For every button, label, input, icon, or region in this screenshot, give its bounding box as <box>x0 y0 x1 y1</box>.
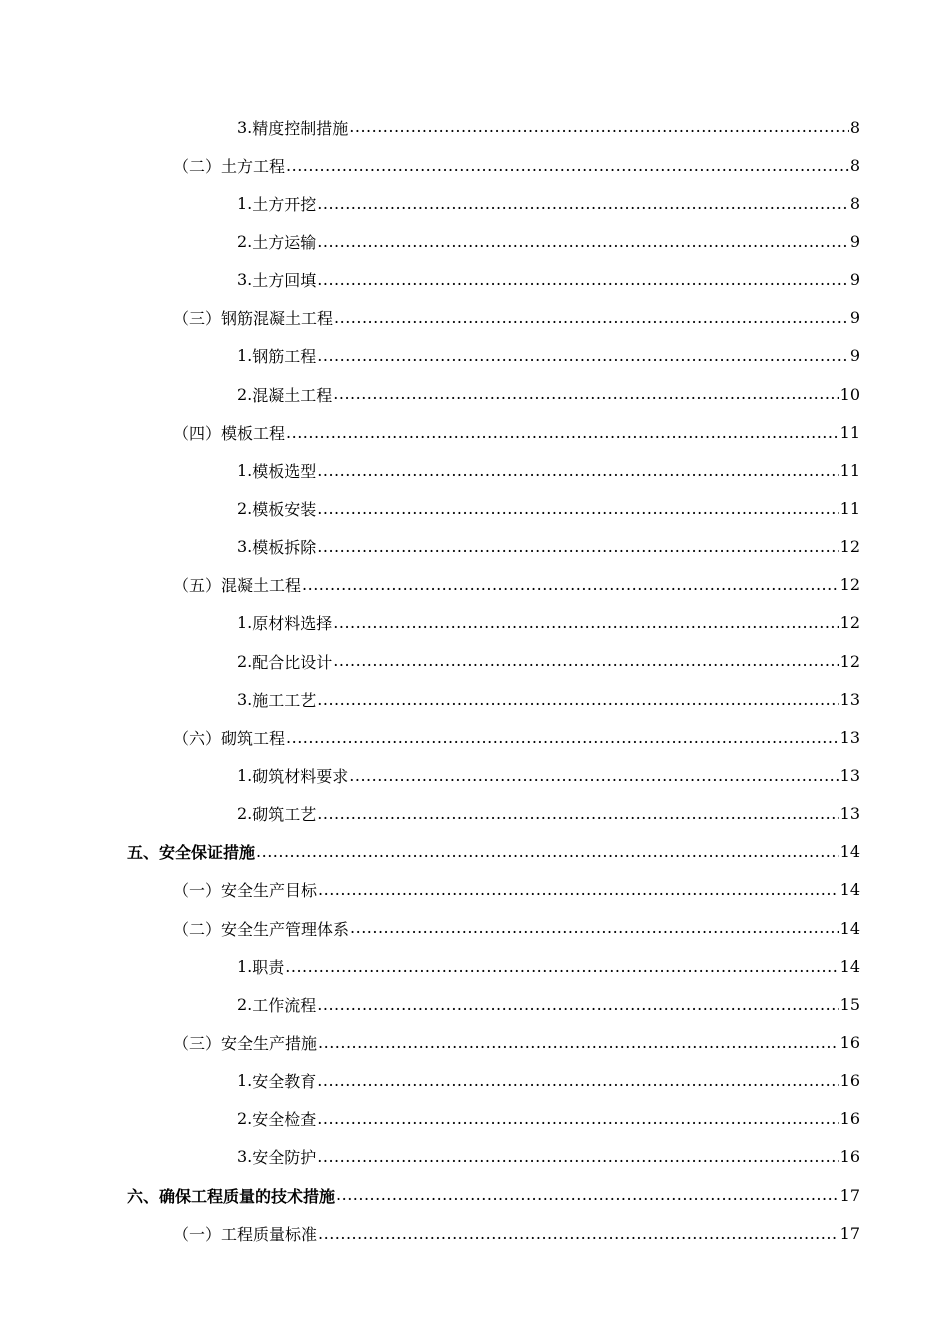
toc-entry-page-number: 16 <box>839 1032 860 1052</box>
toc-entry-page-number: 11 <box>839 498 860 518</box>
toc-entry-number: 3. <box>237 537 253 557</box>
toc-entry-title: 砌筑材料要求 <box>252 766 349 786</box>
toc-entry-title: 钢筋工程 <box>252 347 317 367</box>
toc-entry-title: 安全检查 <box>252 1110 317 1130</box>
toc-dot-leader <box>317 499 838 518</box>
toc-entry[interactable] <box>0 604 950 642</box>
toc-entry-page-number: 13 <box>839 765 860 785</box>
toc-entry-page-number: 9 <box>849 270 860 290</box>
toc-entry[interactable] <box>0 1138 950 1176</box>
toc-entry-title: 土方开挖 <box>252 194 317 214</box>
toc-entry-number: 3. <box>237 1147 253 1167</box>
toc-entry-number: 2. <box>237 1109 253 1129</box>
toc-entry[interactable] <box>0 337 950 375</box>
toc-entry-page-number: 11 <box>839 460 860 480</box>
toc-entry-number: 1. <box>237 613 253 633</box>
toc-entry[interactable] <box>0 413 950 451</box>
toc-entry-number: 2. <box>237 231 253 251</box>
toc-entry-title: 模板工程 <box>221 423 286 443</box>
toc-entry[interactable] <box>0 184 950 222</box>
toc-entry[interactable] <box>0 871 950 909</box>
toc-dot-leader <box>317 461 838 480</box>
toc-entry-page-number: 13 <box>839 804 860 824</box>
toc-entry[interactable] <box>0 1023 950 1061</box>
toc-dot-leader <box>336 1185 839 1204</box>
toc-entry[interactable] <box>0 566 950 604</box>
toc-entry-page-number: 16 <box>839 1147 860 1167</box>
toc-entry-title: 安全防护 <box>252 1148 317 1168</box>
toc-entry-page-number: 14 <box>839 918 860 938</box>
toc-entry-page-number: 8 <box>849 117 860 137</box>
toc-entry-page-number: 12 <box>839 613 860 633</box>
toc-entry-title: 工程质量标准 <box>221 1224 318 1244</box>
toc-dot-leader <box>350 918 839 937</box>
toc-entry-number: 1. <box>237 1071 253 1091</box>
toc-entry-title: 安全教育 <box>252 1072 317 1092</box>
toc-entry[interactable] <box>0 375 950 413</box>
toc-entry-page-number: 13 <box>839 727 860 747</box>
toc-entry-title: 混凝土工程 <box>221 576 302 596</box>
toc-entry-number: （六） <box>173 728 222 748</box>
toc-entry-title: 安全生产目标 <box>221 881 318 901</box>
toc-entry[interactable] <box>0 528 950 566</box>
toc-entry-number: （三） <box>173 309 222 329</box>
toc-entry-page-number: 13 <box>839 689 860 709</box>
toc-entry-page-number: 8 <box>849 193 860 213</box>
toc-entry[interactable] <box>0 642 950 680</box>
toc-entry[interactable] <box>0 909 950 947</box>
toc-dot-leader <box>349 766 838 785</box>
toc-dot-leader <box>317 194 849 213</box>
toc-dot-leader <box>333 384 838 403</box>
toc-entry-page-number: 12 <box>839 537 860 557</box>
toc-entry-page-number: 9 <box>849 308 860 328</box>
toc-dot-leader <box>317 995 838 1014</box>
toc-entry-title: 砌筑工艺 <box>252 805 317 825</box>
toc-entry[interactable] <box>0 261 950 299</box>
toc-dot-leader <box>317 346 849 365</box>
toc-entry-number: 3. <box>237 689 253 709</box>
toc-entry-number: 1. <box>237 346 253 366</box>
toc-dot-leader <box>317 537 838 556</box>
toc-entry[interactable] <box>0 947 950 985</box>
toc-dot-leader <box>317 1147 838 1166</box>
toc-entry-title: 精度控制措施 <box>252 118 349 138</box>
toc-dot-leader <box>286 728 839 747</box>
toc-entry-number: 1. <box>237 956 253 976</box>
toc-entry-number: 六、 <box>127 1186 160 1206</box>
toc-entry-number: 3. <box>237 270 253 290</box>
toc-entry[interactable] <box>0 1214 950 1252</box>
toc-dot-leader <box>333 613 838 632</box>
toc-entry-page-number: 9 <box>849 346 860 366</box>
toc-dot-leader <box>317 804 838 823</box>
toc-entry-number: 2. <box>237 651 253 671</box>
toc-entry[interactable] <box>0 222 950 260</box>
toc-entry-page-number: 14 <box>839 880 860 900</box>
toc-entry-page-number: 16 <box>839 1071 860 1091</box>
toc-entry[interactable] <box>0 451 950 489</box>
toc-entry-number: 1. <box>237 460 253 480</box>
toc-dot-leader <box>318 1033 839 1052</box>
toc-entry-title: 土方工程 <box>221 156 286 176</box>
toc-entry-title: 职责 <box>252 957 285 977</box>
toc-entry[interactable] <box>0 1062 950 1100</box>
toc-entry-title: 配合比设计 <box>252 652 333 672</box>
toc-entry-title: 砌筑工程 <box>221 728 286 748</box>
toc-entry-title: 施工工艺 <box>252 690 317 710</box>
toc-entry[interactable] <box>0 833 950 871</box>
toc-entry-page-number: 14 <box>839 842 860 862</box>
toc-dot-leader <box>318 1224 839 1243</box>
toc-entry[interactable] <box>0 756 950 794</box>
toc-dot-leader <box>302 575 839 594</box>
toc-entry-page-number: 14 <box>839 956 860 976</box>
toc-entry[interactable] <box>0 1100 950 1138</box>
toc-entry-page-number: 16 <box>839 1109 860 1129</box>
toc-dot-leader <box>317 270 849 289</box>
toc-entry[interactable] <box>0 718 950 756</box>
toc-entry-page-number: 17 <box>839 1223 860 1243</box>
toc-dot-leader <box>334 308 849 327</box>
toc-entry[interactable] <box>0 985 950 1023</box>
toc-entry-page-number: 12 <box>839 651 860 671</box>
toc-entry-number: 2. <box>237 994 253 1014</box>
toc-entry-title: 安全生产管理体系 <box>221 919 350 939</box>
toc-entry-number: 3. <box>237 117 253 137</box>
toc-entry-title: 安全生产措施 <box>221 1033 318 1053</box>
toc-dot-leader <box>317 1071 838 1090</box>
toc-dot-leader <box>318 880 839 899</box>
toc-entry-number: （四） <box>173 423 222 443</box>
toc-entry-page-number: 8 <box>849 155 860 175</box>
toc-entry-page-number: 15 <box>839 994 860 1014</box>
toc-entry-title: 工作流程 <box>252 995 317 1015</box>
toc-entry[interactable] <box>0 795 950 833</box>
toc-entry-number: （一） <box>173 881 222 901</box>
toc-entry-page-number: 10 <box>839 384 860 404</box>
toc-dot-leader <box>333 651 838 670</box>
toc-entry-number: 五、 <box>127 843 160 863</box>
toc-entry-number: （二） <box>173 156 222 176</box>
toc-entry-title: 确保工程质量的技术措施 <box>159 1186 336 1206</box>
toc-entry-title: 土方回填 <box>252 271 317 291</box>
toc-entry-page-number: 17 <box>839 1185 860 1205</box>
toc-entry-title: 模板安装 <box>252 499 317 519</box>
toc-entry-title: 模板选型 <box>252 461 317 481</box>
table-of-contents <box>0 108 950 1252</box>
toc-dot-leader <box>317 1109 838 1128</box>
toc-entry-page-number: 11 <box>839 422 860 442</box>
toc-entry-title: 安全保证措施 <box>159 843 256 863</box>
toc-entry-number: 2. <box>237 498 253 518</box>
toc-entry-number: （二） <box>173 919 222 939</box>
toc-entry-number: （三） <box>173 1033 222 1053</box>
toc-dot-leader <box>256 842 839 861</box>
toc-entry-number: 2. <box>237 804 253 824</box>
toc-entry-number: 1. <box>237 193 253 213</box>
toc-entry[interactable] <box>0 146 950 184</box>
toc-entry[interactable] <box>0 108 950 146</box>
toc-entry-number: 2. <box>237 384 253 404</box>
toc-entry-title: 原材料选择 <box>252 614 333 634</box>
toc-entry-title: 混凝土工程 <box>252 385 333 405</box>
toc-entry-number: （一） <box>173 1224 222 1244</box>
toc-dot-leader <box>285 957 838 976</box>
toc-dot-leader <box>317 232 849 251</box>
toc-entry-title: 模板拆除 <box>252 538 317 558</box>
toc-dot-leader <box>349 117 849 136</box>
toc-entry-page-number: 9 <box>849 231 860 251</box>
toc-entry-number: 1. <box>237 765 253 785</box>
toc-dot-leader <box>317 690 838 709</box>
toc-entry[interactable] <box>0 299 950 337</box>
toc-entry-number: （五） <box>173 576 222 596</box>
toc-entry-title: 土方运输 <box>252 232 317 252</box>
toc-entry[interactable] <box>0 680 950 718</box>
toc-entry-page-number: 12 <box>839 575 860 595</box>
toc-entry[interactable] <box>0 1176 950 1214</box>
toc-entry-title: 钢筋混凝土工程 <box>221 309 334 329</box>
toc-entry[interactable] <box>0 489 950 527</box>
toc-dot-leader <box>286 423 839 442</box>
toc-dot-leader <box>286 156 849 175</box>
